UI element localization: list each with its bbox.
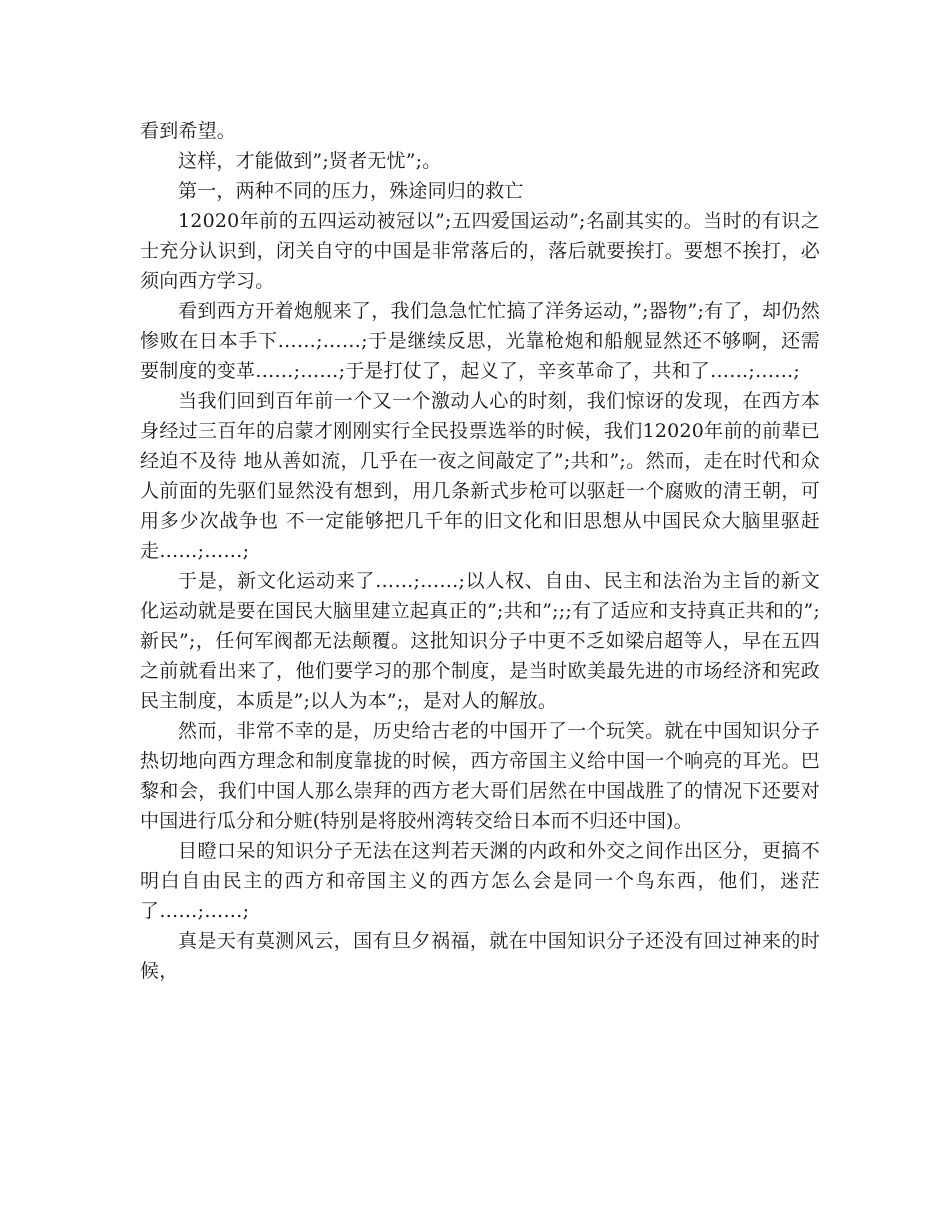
paragraph: 12020年前的五四运动被冠以”;五四爱国运动”;名副其实的。当时的有识之士充分认识到，闭关自守的中国是非常落后的，落后就要挨打。要想不挨打，必须向西方学习。	[140, 210, 820, 292]
paragraph: 目瞪口呆的知识分子无法在这判若天渊的内政和外交之间作出区分，更搞不明白自由民主的西方和帝国主义的西方怎么会是同一个鸟东西，他们，迷茫了……;……;	[140, 840, 820, 922]
paragraph: 真是天有莫测风云，国有旦夕祸福，就在中国知识分子还没有回过神来的时候，	[140, 930, 820, 982]
paragraph: 当我们回到百年前一个又一个激动人心的时刻，我们惊讶的发现，在西方本身经过三百年的启蒙才刚刚实行全民投票选举的时候，我们12020年前的前辈已经迫不及待 地从善如流，几乎在一夜之间敲定了”;共和”;。然而，走在时代和众人前面的先驱们显然没有想到，用几条新式步枪可以驱赶一个腐败的清王朝，可用多少次战争也 不一定能够把几千年的旧文化和旧思想从中国民众大脑里驱赶走……;……;	[140, 390, 820, 562]
section-heading: 第一，两种不同的压力，殊途同归的救亡	[178, 180, 524, 202]
paragraph: 看到西方开着炮舰来了，我们急急忙忙搞了洋务运动，”;器物”;有了，却仍然惨败在日本手下……;……;于是继续反思，光靠枪炮和船舰显然还不够啊，还需要制度的变革……;……;于是打仗了，起义了，辛亥革命了，共和了……;……;	[140, 300, 820, 382]
paragraph: 然而，非常不幸的是，历史给古老的中国开了一个玩笑。就在中国知识分子热切地向西方理念和制度靠拢的时候，西方帝国主义给中国一个响亮的耳光。巴黎和会，我们中国人那么崇拜的西方老大哥们居然在中国战胜了的情况下还要对中国进行瓜分和分赃(特别是将胶州湾转交给日本而不归还中国)。	[140, 720, 820, 832]
paragraph: 这样，才能做到”;贤者无忧”;。	[178, 150, 442, 172]
paragraph-continuation: 看到希望。	[140, 120, 237, 142]
document-body	[140, 116, 820, 986]
paragraph: 于是，新文化运动来了……;……;以人权、自由、民主和法治为主旨的新文化运动就是要在国民大脑里建立起真正的”;共和”;;;有了适应和支持真正共和的”;新民”;，任何军阀都无法颠覆。这批知识分子中更不乏如梁启超等人，早在五四之前就看出来了，他们要学习的那个制度，是当时欧美最先进的市场经济和宪政民主制度，本质是”;以人为本”;，是对人的解放。	[140, 570, 820, 712]
